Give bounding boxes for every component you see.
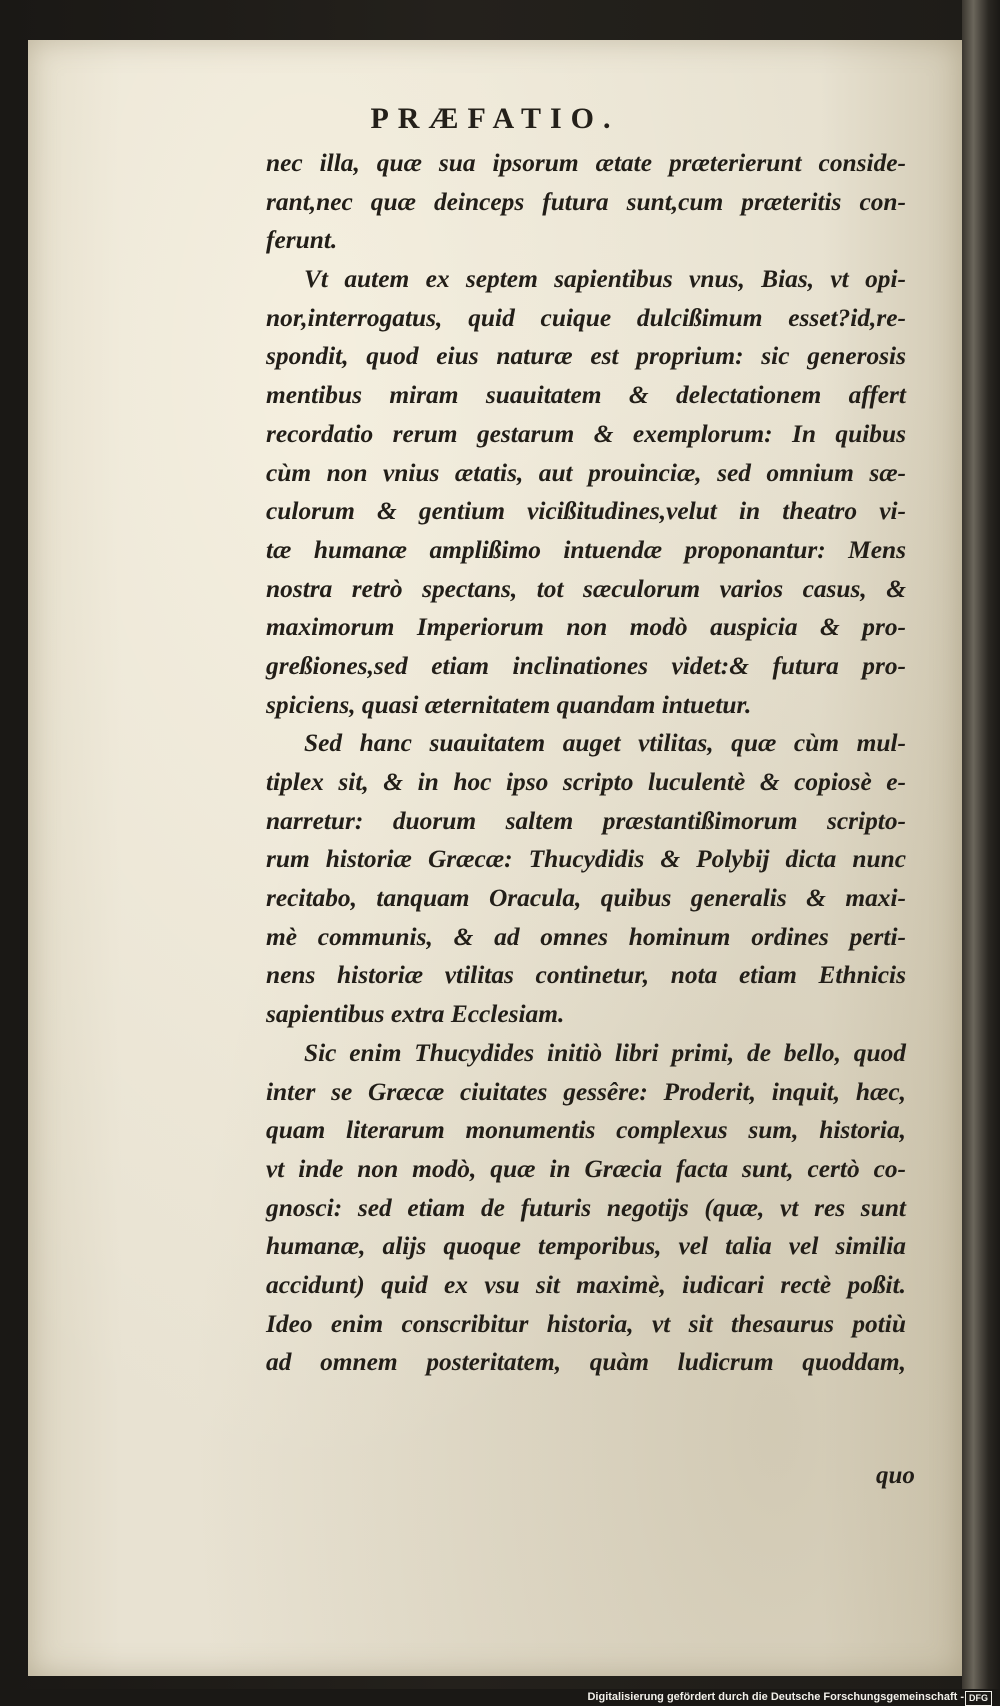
text-line: culorum & gentium vicißitudines,velut in theatro vi-: [266, 497, 906, 526]
text-line: Ideo enim conscribitur historia, vt sit thesaurus potiù: [266, 1309, 906, 1338]
text-line: inter se Græcæ ciuitates gessêre: Proderit, inquit, hæc,: [266, 1077, 906, 1106]
text-line: gnosci: sed etiam de futuris negotijs (quæ, vt res sunt: [266, 1193, 906, 1222]
text-line: Sed hanc suauitatem auget vtilitas, quæ cùm mul-: [304, 729, 906, 758]
text-line: spondit, quod eius naturæ est proprium: sic generosis: [266, 342, 906, 371]
funding-credit: Digitalisierung gefördert durch die Deutsche Forschungsgemeinschaft -: [587, 1691, 964, 1703]
dfg-logo: DFG: [965, 1691, 992, 1706]
text-line: Vt autem ex septem sapientibus vnus, Bias, vt opi-: [304, 265, 906, 294]
text-line: narretur: duorum saltem præstantißimorum scripto-: [266, 806, 906, 835]
text-line: spiciens, quasi æternitatem quandam intuetur.: [266, 690, 752, 719]
text-line: humanæ, alijs quoque temporibus, vel talia vel similia: [266, 1232, 906, 1261]
book-page: [28, 40, 962, 1676]
text-line: quam literarum monumentis complexus sum, historia,: [266, 1116, 906, 1145]
text-line: tæ humanæ amplißimo intuendæ proponantur: Mens: [266, 535, 906, 564]
book-edge: [962, 0, 1000, 1706]
text-line: Sic enim Thucydides initiò libri primi, de bello, quod: [304, 1038, 906, 1067]
text-line: recitabo, tanquam Oracula, quibus generalis & maxi-: [266, 884, 906, 913]
text-line: nostra retrò spectans, tot sæculorum varios casus, &: [266, 574, 906, 603]
text-line: tiplex sit, & in hoc ipso scripto luculentè & copiosè e-: [266, 768, 906, 796]
text-line: nens historiæ vtilitas continetur, nota etiam Ethnicis: [266, 961, 906, 990]
catchword: quo: [876, 1462, 915, 1489]
text-line: mè communis, & ad omnes hominum ordines perti-: [266, 922, 906, 951]
text-line: cùm non vnius ætatis, aut prouinciæ, sed omnium sæ-: [266, 458, 906, 487]
text-line: sapientibus extra Ecclesiam.: [266, 1000, 565, 1029]
text-line: nec illa, quæ sua ipsorum ætate præterierunt conside-: [266, 149, 906, 177]
body-text: [266, 144, 906, 1382]
text-line: maximorum Imperiorum non modò auspicia & pro-: [266, 613, 906, 642]
text-line: accidunt) quid ex vsu sit maximè, iudicari rectè poßit.: [266, 1270, 906, 1299]
digitization-footer: [0, 1689, 1000, 1706]
text-line: rum historiæ Græcæ: Thucydidis & Polybij dicta nunc: [266, 845, 906, 874]
text-line: rant,nec quæ deinceps futura sunt,cum præteritis con-: [266, 187, 906, 216]
text-line: ad omnem posteritatem, quàm ludicrum quoddam,: [266, 1348, 906, 1377]
running-head: PRÆFATIO.: [370, 102, 620, 135]
text-line: greßiones,sed etiam inclinationes videt:& futura pro-: [266, 651, 906, 680]
text-line: vt inde non modò, quæ in Græcia facta sunt, certò co-: [266, 1154, 906, 1183]
text-line: nor,interrogatus, quid cuique dulcißimum esset?id,re-: [266, 303, 906, 332]
text-line: mentibus miram suauitatem & delectationem affert: [266, 381, 906, 410]
text-line: recordatio rerum gestarum & exemplorum: In quibus: [266, 419, 906, 448]
text-line: ferunt.: [266, 226, 338, 255]
